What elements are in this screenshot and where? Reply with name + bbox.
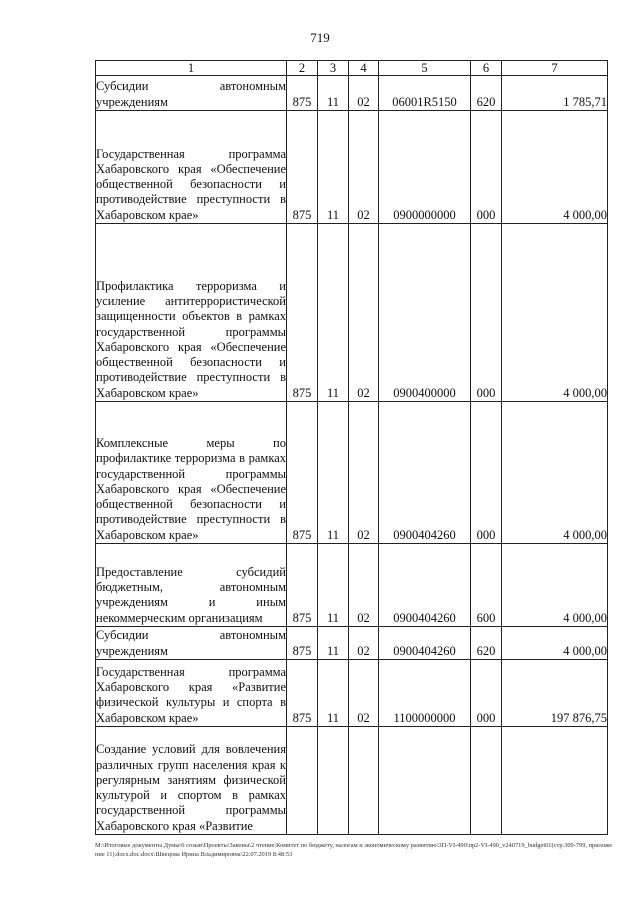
cell-code-5: 06001R5150 bbox=[379, 76, 471, 111]
cell-code-2: 875 bbox=[287, 627, 318, 660]
cell-code-2: 875 bbox=[287, 660, 318, 727]
cell-code-5: 0900404260 bbox=[379, 627, 471, 660]
budget-table bbox=[95, 60, 608, 835]
row-name: Государственная программа Хабаровского края «Обеспечение общественной безопасности и противодействие преступности в Хабаровском крае» bbox=[96, 111, 287, 224]
cell-code-2: 875 bbox=[287, 544, 318, 627]
cell-amount: 4 000,00 bbox=[502, 544, 608, 627]
column-header-7: 7 bbox=[502, 61, 608, 76]
file-path-footer: M:\Итоговые документы Думы\6 созыв\Проекты\Законы\2 чтение\Комитет по бюджету, налогам и экономическому развитию\3П-VI-490\пр2-VI-490_v240719_budget01(стр.309-799, приложение 11).docx.doc.docx\Швецова Ирина Владимировна\22.07.2019 8:48:53 bbox=[95, 842, 613, 858]
column-header-3: 3 bbox=[318, 61, 349, 76]
cell-code-3: 11 bbox=[318, 544, 349, 627]
cell-code-2: 875 bbox=[287, 76, 318, 111]
row-name: Государственная программа Хабаровского края «Развитие физической культуры и спорта в Хабаровском крае» bbox=[96, 660, 287, 727]
table-row bbox=[96, 544, 608, 627]
cell-code-4 bbox=[349, 727, 379, 835]
cell-code-2: 875 bbox=[287, 224, 318, 402]
table-row bbox=[96, 76, 608, 111]
cell-code-3: 11 bbox=[318, 111, 349, 224]
cell-code-6 bbox=[471, 727, 502, 835]
cell-code-4: 02 bbox=[349, 402, 379, 544]
cell-amount: 1 785,71 bbox=[502, 76, 608, 111]
row-name: Создание условий для вовлечения различных групп населения края к регулярным занятиям физической культурой и спортом в рамках государственной программы Хабаровского края «Развитие bbox=[96, 727, 287, 835]
column-header-5: 5 bbox=[379, 61, 471, 76]
cell-code-2: 875 bbox=[287, 402, 318, 544]
cell-code-5: 0900404260 bbox=[379, 402, 471, 544]
cell-code-5: 0900404260 bbox=[379, 544, 471, 627]
table-row bbox=[96, 402, 608, 544]
table-row bbox=[96, 660, 608, 727]
cell-code-6: 000 bbox=[471, 111, 502, 224]
cell-code-6: 620 bbox=[471, 627, 502, 660]
cell-code-4: 02 bbox=[349, 76, 379, 111]
cell-amount: 4 000,00 bbox=[502, 402, 608, 544]
cell-amount: 4 000,00 bbox=[502, 627, 608, 660]
cell-code-6: 620 bbox=[471, 76, 502, 111]
cell-code-3 bbox=[318, 727, 349, 835]
column-header-2: 2 bbox=[287, 61, 318, 76]
column-header-1: 1 bbox=[96, 61, 287, 76]
row-name: Комплексные меры по профилактике терроризма в рамках государственной программы Хабаровского края «Обеспечение общественной безопасности и противодействие преступности в Хабаровском крае» bbox=[96, 402, 287, 544]
row-name: Субсидии автономным учреждениям bbox=[96, 76, 287, 111]
cell-amount: 197 876,75 bbox=[502, 660, 608, 727]
cell-code-5: 1100000000 bbox=[379, 660, 471, 727]
table-row bbox=[96, 111, 608, 224]
cell-code-3: 11 bbox=[318, 402, 349, 544]
cell-code-4: 02 bbox=[349, 544, 379, 627]
cell-code-4: 02 bbox=[349, 111, 379, 224]
cell-code-3: 11 bbox=[318, 660, 349, 727]
table-row bbox=[96, 627, 608, 660]
cell-code-4: 02 bbox=[349, 224, 379, 402]
cell-code-6: 000 bbox=[471, 660, 502, 727]
table-row bbox=[96, 224, 608, 402]
header-row bbox=[96, 61, 608, 76]
table-row bbox=[96, 727, 608, 835]
cell-code-6: 600 bbox=[471, 544, 502, 627]
cell-code-4: 02 bbox=[349, 627, 379, 660]
cell-code-5: 0900000000 bbox=[379, 111, 471, 224]
cell-code-2: 875 bbox=[287, 111, 318, 224]
page-number: 719 bbox=[310, 30, 330, 45]
row-name: Предоставление субсидий бюджетным, автономным учреждениям и иным некоммерческим организациям bbox=[96, 544, 287, 627]
row-name: Профилактика терроризма и усиление антитеррористической защищенности объектов в рамках государственной программы Хабаровского края «Обеспечение общественной безопасности и противодействие преступности в Хабаровском крае» bbox=[96, 224, 287, 402]
cell-code-5 bbox=[379, 727, 471, 835]
row-name: Субсидии автономным учреждениям bbox=[96, 628, 286, 658]
cell-code-6: 000 bbox=[471, 402, 502, 544]
cell-code-3: 11 bbox=[318, 76, 349, 111]
cell-amount bbox=[502, 727, 608, 835]
cell-code-4: 02 bbox=[349, 660, 379, 727]
cell-code-3: 11 bbox=[318, 627, 349, 660]
cell-code-6: 000 bbox=[471, 224, 502, 402]
cell-code-5: 0900400000 bbox=[379, 224, 471, 402]
cell-amount: 4 000,00 bbox=[502, 224, 608, 402]
column-header-6: 6 bbox=[471, 61, 502, 76]
cell-amount: 4 000,00 bbox=[502, 111, 608, 224]
column-header-4: 4 bbox=[349, 61, 379, 76]
cell-code-3: 11 bbox=[318, 224, 349, 402]
cell-code-2 bbox=[287, 727, 318, 835]
